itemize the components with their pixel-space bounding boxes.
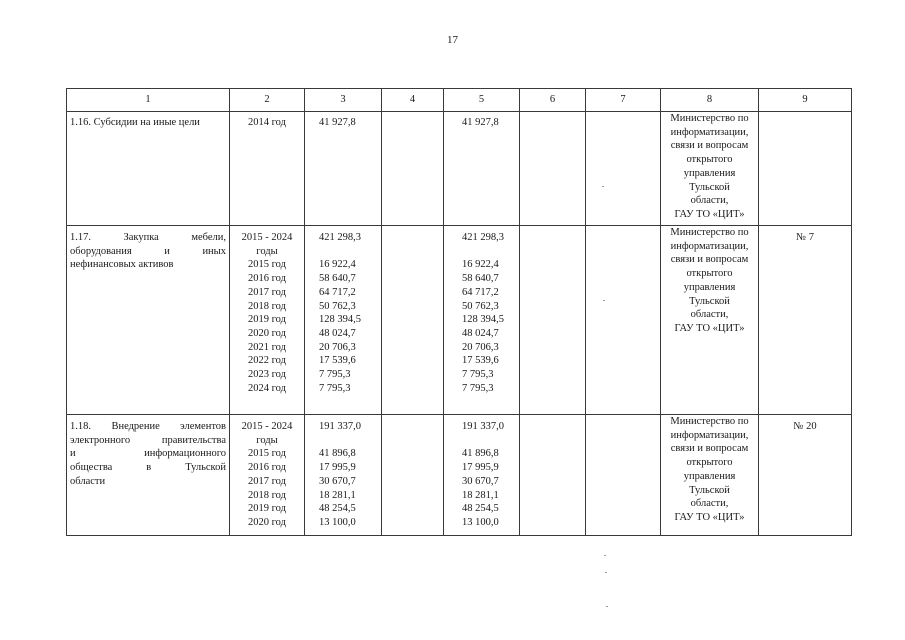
column-header: 7: [586, 89, 661, 112]
empty-cell: [520, 226, 586, 415]
activity-name-line: оборудования и иных: [70, 245, 226, 257]
amount-value: 58 640,7: [319, 273, 356, 285]
amount-value: 48 024,7: [319, 327, 356, 339]
amount-value: 64 717,2: [462, 286, 499, 298]
responsible-line: ГАУ ТО «ЦИТ»: [674, 322, 745, 334]
activity-name-line: 1.17. Закупка мебели,: [70, 232, 226, 243]
amount-value: [462, 434, 516, 448]
table-row: [67, 226, 852, 415]
amount-value: 30 670,7: [462, 475, 499, 487]
amount-value: 64 717,2: [319, 286, 356, 298]
amount-value: 20 706,3: [462, 341, 499, 353]
amount-value: 13 100,0: [319, 516, 356, 528]
period-line: 2020 год: [248, 516, 286, 528]
column-header: 1: [67, 89, 230, 112]
period-line: 2018 год: [248, 489, 286, 501]
amount-budget-cell: [444, 112, 520, 226]
amount-value: 421 298,3: [462, 232, 504, 243]
amount-value: 16 922,4: [462, 259, 499, 271]
amount-value: 7 795,3: [462, 369, 494, 381]
activity-name-line: 1.18. Внедрение элементов: [70, 421, 226, 432]
amount-value: 48 254,5: [462, 503, 499, 515]
responsible-line: ГАУ ТО «ЦИТ»: [674, 208, 745, 220]
amount-value: 20 706,3: [319, 341, 356, 353]
scan-speck: [605, 572, 607, 573]
amount-value: [319, 434, 378, 448]
responsible-line: связи и вопросам: [670, 443, 749, 455]
period-line: 2016 год: [248, 462, 286, 474]
program-table: [66, 88, 852, 536]
period-cell: [230, 226, 305, 415]
responsible-line: области,: [690, 309, 729, 321]
activity-name-cell: [67, 415, 230, 536]
column-header: 2: [230, 89, 305, 112]
empty-cell: [586, 112, 661, 226]
column-header: 3: [305, 89, 382, 112]
amount-budget-cell: [444, 226, 520, 415]
amount-value: 41 896,8: [462, 448, 499, 460]
period-line: 2022 год: [248, 355, 286, 367]
amount-value: 191 337,0: [462, 421, 504, 432]
responsible-line: связи и вопросам: [670, 254, 749, 266]
period-cell: [230, 415, 305, 536]
responsible-line: связи и вопросам: [670, 140, 749, 152]
responsible-line: информатизации,: [670, 429, 749, 441]
amount-value: 58 640,7: [462, 273, 499, 285]
activity-name-line: 1.16. Субсидии на иные цели: [70, 117, 200, 128]
period-line: 2019 год: [248, 503, 286, 515]
amount-value: 7 795,3: [462, 382, 494, 394]
empty-cell: [520, 112, 586, 226]
responsible-line: Тульской: [689, 181, 730, 193]
amount-value: 41 927,8: [462, 117, 499, 128]
activity-name-line: электронного правительства: [70, 434, 226, 446]
scan-speck: [602, 186, 604, 187]
amount-value: 17 995,9: [462, 462, 499, 474]
result-cell: № 20: [759, 415, 852, 536]
period-line: 2019 год: [248, 314, 286, 326]
page-number: 17: [447, 34, 458, 46]
activity-name-line: области: [70, 475, 106, 487]
period-line: 2018 год: [248, 300, 286, 312]
amount-value: 7 795,3: [319, 369, 351, 381]
period-line: 2021 год: [248, 341, 286, 353]
activity-name-cell: [67, 226, 230, 415]
amount-value: [319, 245, 378, 259]
responsible-line: управления: [683, 470, 736, 482]
period-line: 2020 год: [248, 327, 286, 339]
period-line: годы: [256, 245, 278, 257]
responsible-cell: [661, 226, 759, 415]
period-line: 2015 - 2024: [241, 421, 293, 432]
activity-name-line: нефинансовых активов: [70, 259, 174, 271]
amount-value: 30 670,7: [319, 475, 356, 487]
amount-value: [462, 245, 516, 259]
amount-value: 16 922,4: [319, 259, 356, 271]
activity-name-line: и информационного: [70, 448, 226, 460]
amount-value: 18 281,1: [462, 489, 499, 501]
responsible-line: Министерство по: [670, 227, 749, 238]
responsible-line: информатизации,: [670, 126, 749, 138]
activity-name-cell: [67, 112, 230, 226]
period-line: 2024 год: [248, 382, 286, 394]
period-line: годы: [256, 434, 278, 446]
activity-name-line: общества в Тульской: [70, 462, 226, 474]
period-line: 2017 год: [248, 475, 286, 487]
period-line: 2015 год: [248, 448, 286, 460]
empty-cell: [382, 415, 444, 536]
amount-value: 191 337,0: [319, 421, 361, 432]
table-row: [67, 415, 852, 536]
responsible-line: Министерство по: [670, 416, 749, 427]
result-cell: [759, 112, 852, 226]
amount-total-cell: [305, 112, 382, 226]
responsible-line: управления: [683, 167, 736, 179]
empty-cell: [586, 415, 661, 536]
amount-value: 13 100,0: [462, 516, 499, 528]
column-header: 4: [382, 89, 444, 112]
result-cell: № 7: [759, 226, 852, 415]
period-line: 2017 год: [248, 286, 286, 298]
period-line: 2016 год: [248, 273, 286, 285]
scan-speck: [606, 606, 608, 607]
amount-total-cell: [305, 226, 382, 415]
amount-value: 50 762,3: [319, 300, 356, 312]
responsible-cell: [661, 415, 759, 536]
amount-total-cell: [305, 415, 382, 536]
amount-value: 128 394,5: [462, 314, 504, 326]
amount-value: 17 995,9: [319, 462, 356, 474]
responsible-line: информатизации,: [670, 240, 749, 252]
amount-value: 48 024,7: [462, 327, 499, 339]
responsible-line: области,: [690, 498, 729, 510]
table-row: [67, 112, 852, 226]
empty-cell: [586, 226, 661, 415]
column-header: 5: [444, 89, 520, 112]
amount-value: 421 298,3: [319, 232, 361, 243]
column-header: 9: [759, 89, 852, 112]
column-header: 8: [661, 89, 759, 112]
amount-value: 48 254,5: [319, 503, 356, 515]
responsible-cell: [661, 112, 759, 226]
responsible-line: открытого: [686, 457, 733, 469]
amount-value: 128 394,5: [319, 314, 361, 326]
amount-value: 41 896,8: [319, 448, 356, 460]
responsible-line: открытого: [686, 268, 733, 280]
amount-value: 18 281,1: [319, 489, 356, 501]
amount-value: 41 927,8: [319, 117, 356, 128]
scan-speck: [603, 300, 605, 301]
responsible-line: управления: [683, 281, 736, 293]
amount-value: 7 795,3: [319, 382, 351, 394]
amount-value: 50 762,3: [462, 300, 499, 312]
amount-budget-cell: [444, 415, 520, 536]
period-line: 2023 год: [248, 369, 286, 381]
responsible-line: области,: [690, 195, 729, 207]
responsible-line: Тульской: [689, 484, 730, 496]
table-header-row: [67, 89, 852, 112]
responsible-line: Тульской: [689, 295, 730, 307]
scan-speck: [604, 555, 606, 556]
responsible-line: ГАУ ТО «ЦИТ»: [674, 511, 745, 523]
empty-cell: [382, 226, 444, 415]
column-header: 6: [520, 89, 586, 112]
responsible-line: Министерство по: [670, 113, 749, 124]
empty-cell: [382, 112, 444, 226]
period-line: 2014 год: [248, 117, 286, 128]
empty-cell: [520, 415, 586, 536]
period-cell: [230, 112, 305, 226]
amount-value: 17 539,6: [319, 355, 356, 367]
responsible-line: открытого: [686, 154, 733, 166]
amount-value: 17 539,6: [462, 355, 499, 367]
period-line: 2015 год: [248, 259, 286, 271]
period-line: 2015 - 2024: [241, 232, 293, 243]
